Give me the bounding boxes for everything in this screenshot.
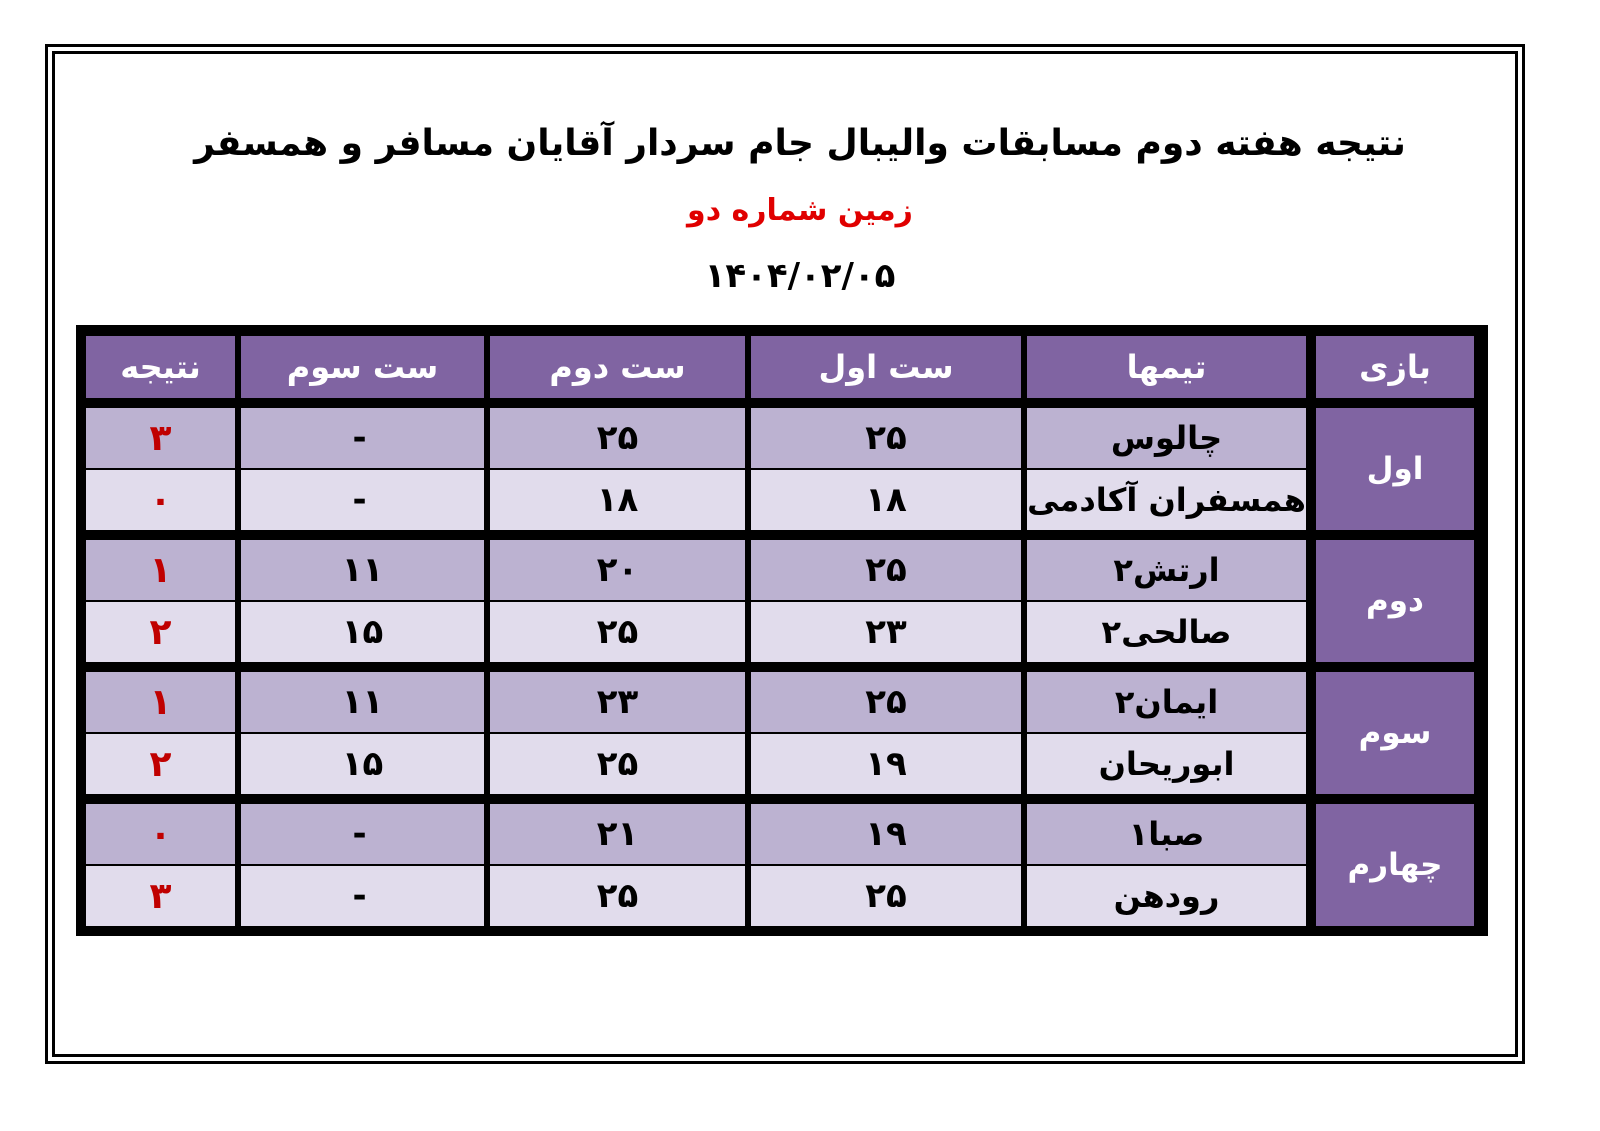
set3-score: - — [241, 866, 484, 926]
set3-score: - — [241, 804, 484, 864]
header-set2: ست دوم — [490, 336, 745, 398]
team-name: صالحی۲ — [1027, 602, 1306, 662]
match-result: ۱ — [86, 540, 235, 600]
set1-score: ۱۹ — [751, 804, 1021, 864]
match-result: ۲ — [86, 734, 235, 794]
team-name: همسفران آکادمی — [1027, 470, 1306, 530]
set2-score: ۱۸ — [490, 470, 745, 530]
match-result: ۲ — [86, 602, 235, 662]
team-name: ابوریحان — [1027, 734, 1306, 794]
set3-score: ۱۱ — [241, 540, 484, 600]
set2-score: ۲۵ — [490, 866, 745, 926]
page-date: ۱۴۰۴/۰۲/۰۵ — [704, 256, 896, 296]
set2-score: ۲۰ — [490, 540, 745, 600]
set2-score: ۲۱ — [490, 804, 745, 864]
game-label: چهارم — [1316, 804, 1474, 926]
header-set3: ست سوم — [241, 336, 484, 398]
match-result: ۰ — [86, 470, 235, 530]
header-set1: ست اول — [751, 336, 1021, 398]
set3-score: ۱۵ — [241, 734, 484, 794]
results-table — [76, 325, 1488, 936]
set1-score: ۱۸ — [751, 470, 1021, 530]
set2-score: ۲۵ — [490, 602, 745, 662]
team-name: رودهن — [1027, 866, 1306, 926]
game-label: دوم — [1316, 540, 1474, 662]
set1-score: ۲۳ — [751, 602, 1021, 662]
set2-score: ۲۳ — [490, 672, 745, 732]
match-result: ۱ — [86, 672, 235, 732]
set3-score: - — [241, 470, 484, 530]
page-subtitle: زمین شماره دو — [687, 193, 913, 228]
set1-score: ۲۵ — [751, 408, 1021, 468]
set1-score: ۲۵ — [751, 672, 1021, 732]
header-teams: تیمها — [1027, 336, 1306, 398]
header-result: نتیجه — [86, 336, 235, 398]
match-result: ۳ — [86, 866, 235, 926]
set2-score: ۲۵ — [490, 408, 745, 468]
set1-score: ۲۵ — [751, 866, 1021, 926]
team-name: ایمان۲ — [1027, 672, 1306, 732]
game-label: سوم — [1316, 672, 1474, 794]
set3-score: - — [241, 408, 484, 468]
set1-score: ۱۹ — [751, 734, 1021, 794]
set1-score: ۲۵ — [751, 540, 1021, 600]
set3-score: ۱۵ — [241, 602, 484, 662]
game-label: اول — [1316, 408, 1474, 530]
match-result: ۳ — [86, 408, 235, 468]
set3-score: ۱۱ — [241, 672, 484, 732]
team-name: چالوس — [1027, 408, 1306, 468]
team-name: ارتش۲ — [1027, 540, 1306, 600]
set2-score: ۲۵ — [490, 734, 745, 794]
match-result: ۰ — [86, 804, 235, 864]
header-game: بازی — [1316, 336, 1474, 398]
team-name: صبا۱ — [1027, 804, 1306, 864]
page-title: نتیجه هفته دوم مسابقات والیبال جام سردار آقایان مسافر و همسفر — [194, 123, 1406, 164]
